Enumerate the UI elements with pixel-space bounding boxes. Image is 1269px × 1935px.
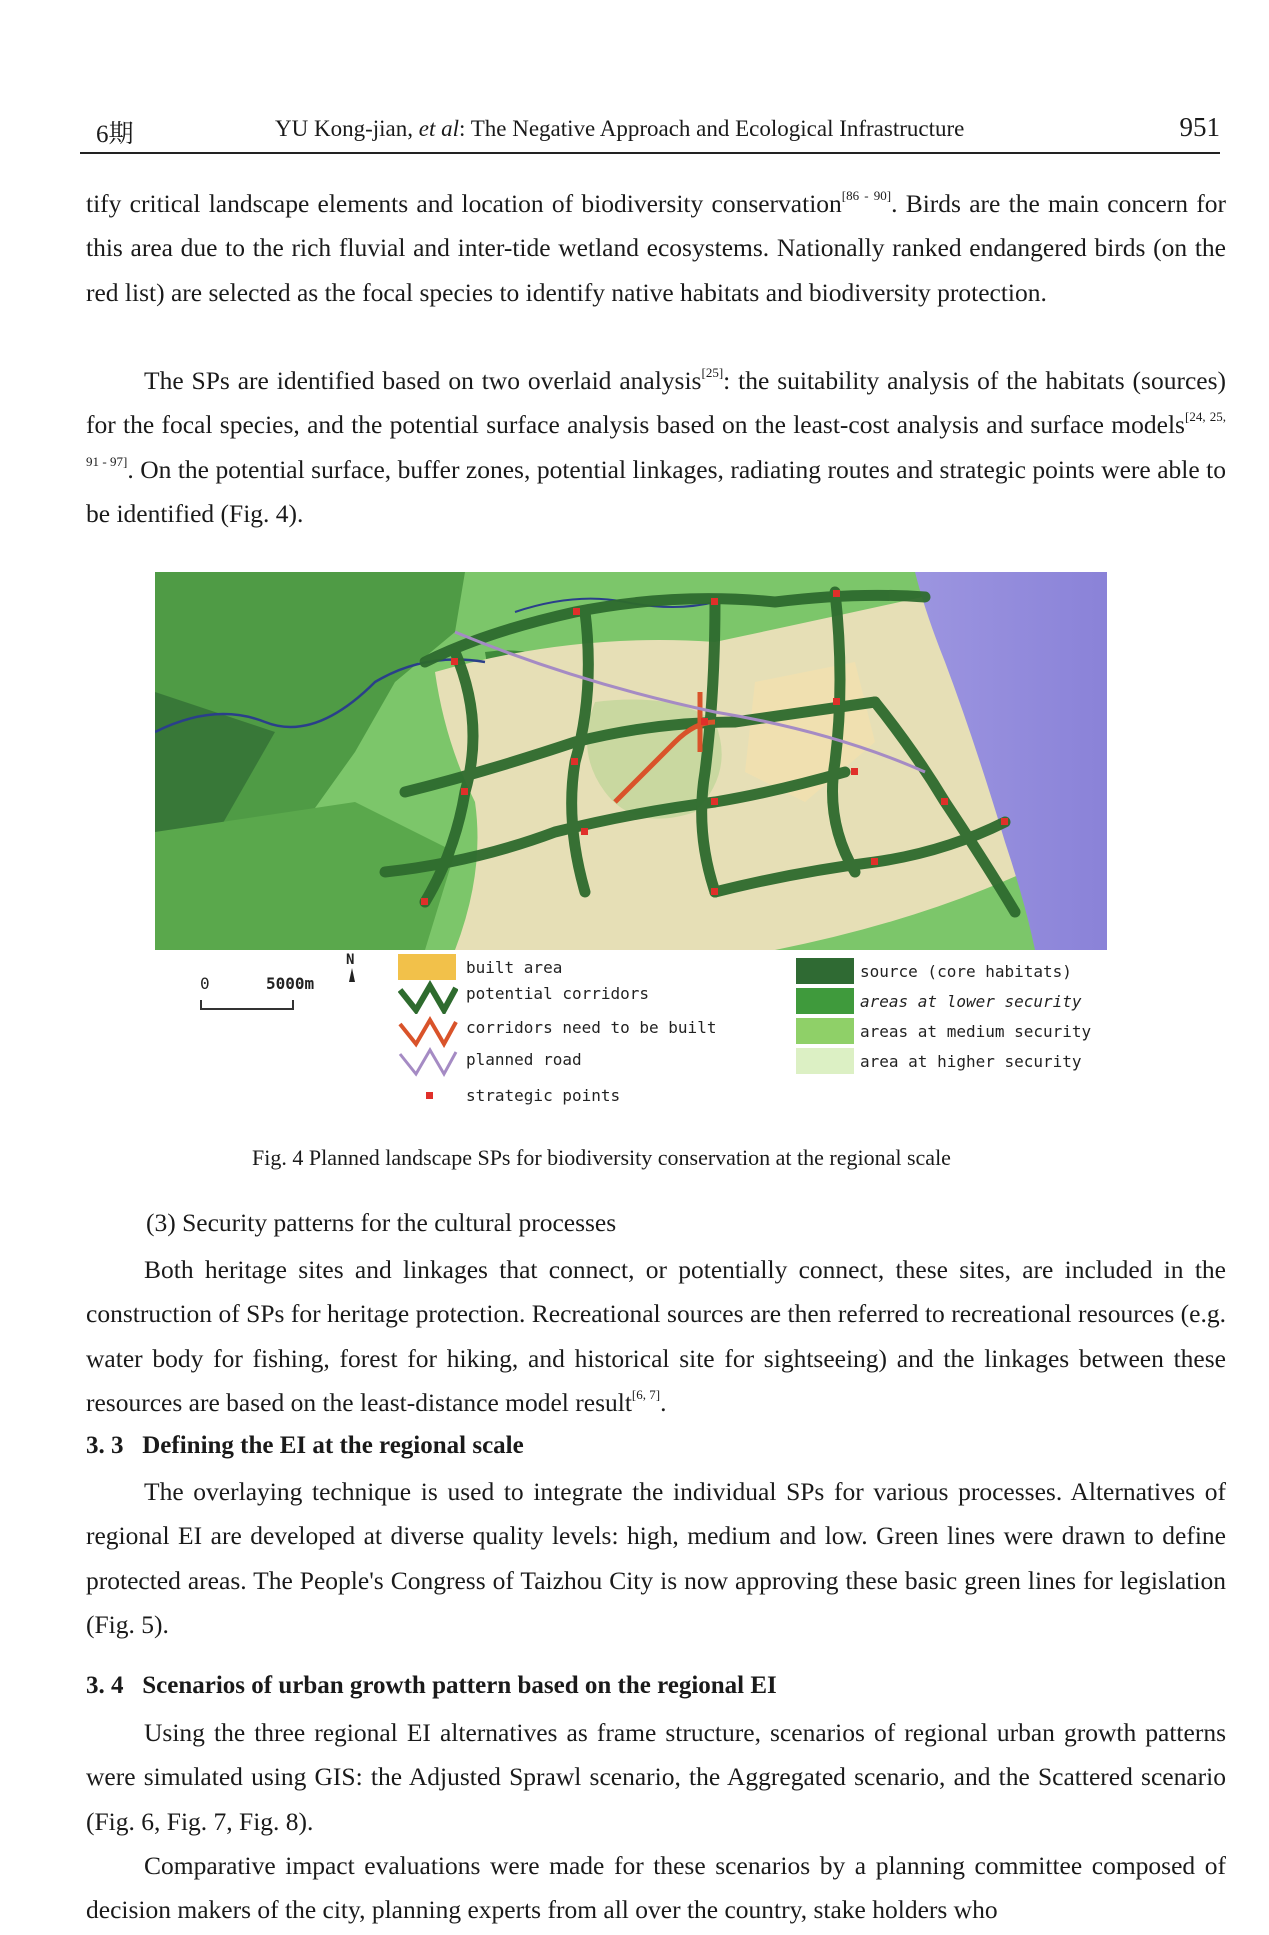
legend-corridors-to-build: corridors need to be built [466, 1018, 717, 1037]
legend-lower-security: areas at lower security [860, 992, 1082, 1011]
citation: [25] [701, 365, 724, 380]
section-3-4-heading: 3. 4 Scenarios of urban growth pattern based on the regional EI [86, 1672, 777, 1699]
potential-corridors-icon [398, 980, 458, 1014]
section-3-3-heading: 3. 3 Defining the EI at the regional scale [86, 1432, 524, 1459]
paragraph-5: Using the three regional EI alternatives as frame structure, scenarios of regional urban growth patterns were simulated using GIS: the Adjusted Sprawl scenario, the Aggregated scenario, and the Scattered scenario (Fig. 6, Fig. 7, Fig. 8). [86, 1718, 1226, 1836]
running-head: YU Kong-jian, et al: The Negative Approach and Ecological Infrastructure [275, 116, 965, 141]
scale-distance: 5000m [266, 974, 315, 993]
running-header [80, 112, 1220, 154]
citation: [6, 7] [631, 1386, 661, 1402]
paragraph-3: Both heritage sites and linkages that connect, or potentially connect, these sites, are included in the construction of SPs for heritage protection. Recreational sources are then referred to recreational resources (e.g. water body for fishing, forest for hiking, and historical site for sightseeing) and the linkages between these resources are based on the least-distance model result[6, 7]. [86, 1255, 1226, 1417]
legend-higher-security: area at higher security [860, 1052, 1082, 1071]
legend-built-area: built area [466, 958, 563, 977]
figure-caption: Fig. 4 Planned landscape SPs for biodiversity conservation at the regional scale [252, 1145, 951, 1170]
legend-planned-road: planned road [466, 1050, 582, 1069]
scale-zero: 0 [200, 974, 210, 993]
legend-core-habitats: source (core habitats) [860, 962, 1072, 981]
figure-legend [160, 950, 1120, 1110]
issue-number: 6期 [96, 121, 134, 148]
legend-potential-corridors: potential corridors [466, 984, 650, 1003]
citation: [24, 25, 91 - 97] [86, 409, 1226, 469]
higher-security-swatch [796, 1048, 854, 1074]
legend-strategic-points: strategic points [466, 1086, 621, 1105]
paragraph-2: The SPs are identified based on two overlaid analysis[25]: the suitability analysis of the habitats (sources) for the focal species, and the potential surface analysis based on the least-cost analysis and surface models[24, 25, 91 - 97]. On the potential surface, buffer zones, potential linkages, radiating routes and strategic points were able to be identified (Fig. 4). [86, 365, 1226, 528]
core-habitat-swatch [796, 958, 854, 984]
paragraph-1: tify critical landscape elements and location of biodiversity conservation[86 - 90]. Birds are the main concern for this area due to the rich fluvial and inter-tide wetland ecosystems. Nationally ranked endangered birds (on the red list) are selected as the focal species to identify native habitats and biodiversity protection. [86, 188, 1226, 307]
citation: [86 - 90] [841, 188, 892, 203]
page-number: 951 [1179, 112, 1220, 142]
scale-bar-line [200, 1000, 294, 1010]
strategic-point-icon [426, 1092, 433, 1099]
built-area-swatch [398, 954, 456, 980]
figure-4-map [155, 572, 1107, 950]
north-arrow: N [346, 952, 355, 982]
subsection-3-title: (3) Security patterns for the cultural processes [146, 1208, 617, 1237]
paragraph-4: The overlaying technique is used to integrate the individual SPs for various processes. Alternatives of regional EI are developed at diverse quality levels: high, medium and low. Green lines were drawn to define protected areas. The People's Congress of Taizhou City is now approving these basic green lines for legislation (Fig. 5). [86, 1477, 1226, 1639]
paragraph-6: Comparative impact evaluations were made for these scenarios by a planning committee composed of decision makers of the city, planning experts from all over the country, stake holders who [86, 1851, 1226, 1925]
north-arrow-icon [349, 968, 355, 982]
landscape-map-image [155, 572, 1107, 950]
corridors-to-build-icon [398, 1014, 458, 1048]
legend-medium-security: areas at medium security [860, 1022, 1092, 1041]
medium-security-swatch [796, 1018, 854, 1044]
lower-security-swatch [796, 988, 854, 1014]
planned-road-icon [398, 1044, 458, 1078]
